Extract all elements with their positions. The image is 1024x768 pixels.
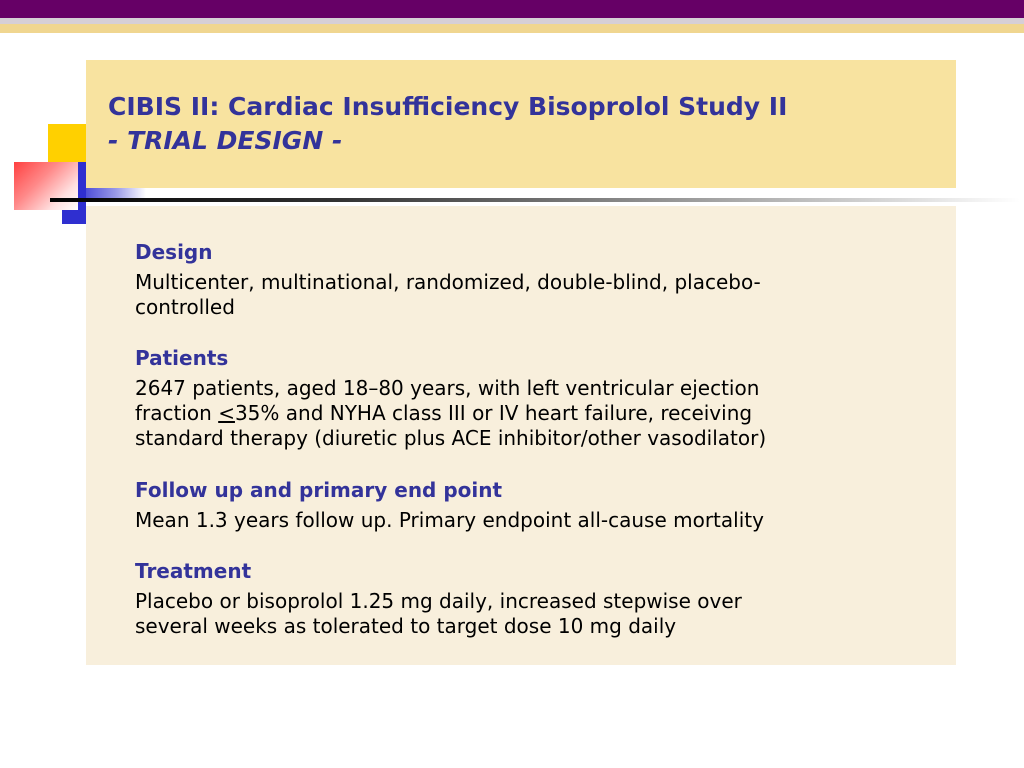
body-line: Mean 1.3 years follow up. Primary endpoint all-cause mortality — [135, 508, 764, 532]
body-line — [135, 401, 935, 426]
section-design — [135, 240, 935, 320]
content-panel — [86, 206, 956, 665]
section-body — [135, 270, 935, 320]
section-heading: Patients — [135, 346, 229, 370]
section-body — [135, 589, 935, 639]
section-heading: Design — [135, 240, 213, 264]
decor-red-square — [14, 162, 78, 210]
body-line: several weeks as tolerated to target dose 10 mg daily — [135, 614, 677, 638]
less-than-or-equal-symbol: < — [218, 401, 235, 425]
body-line: controlled — [135, 295, 235, 319]
slide-title: CIBIS II: Cardiac Insufficiency Bisoprolol Study II — [108, 92, 788, 121]
slide-subtitle: - TRIAL DESIGN - — [108, 126, 343, 155]
body-text: fraction — [135, 401, 219, 425]
top-bar — [0, 0, 1024, 18]
section-patients — [135, 346, 935, 451]
section-heading: Follow up and primary end point — [135, 478, 503, 502]
body-line: Multicenter, multinational, randomized, double-blind, placebo- — [135, 270, 761, 294]
top-stripe-gold — [0, 24, 1024, 33]
body-line: 2647 patients, aged 18–80 years, with left ventricular ejection — [135, 376, 760, 400]
title-panel — [86, 60, 956, 188]
section-body — [135, 376, 935, 451]
section-heading: Treatment — [135, 559, 252, 583]
title-divider-line — [50, 198, 1020, 202]
body-text: 35% and NYHA class III or IV heart failure, receiving — [234, 401, 753, 425]
section-body — [135, 508, 935, 533]
body-line: standard therapy (diuretic plus ACE inhibitor/other vasodilator) — [135, 426, 767, 450]
body-line: Placebo or bisoprolol 1.25 mg daily, increased stepwise over — [135, 589, 742, 613]
section-follow-up — [135, 478, 935, 533]
section-treatment — [135, 559, 935, 639]
